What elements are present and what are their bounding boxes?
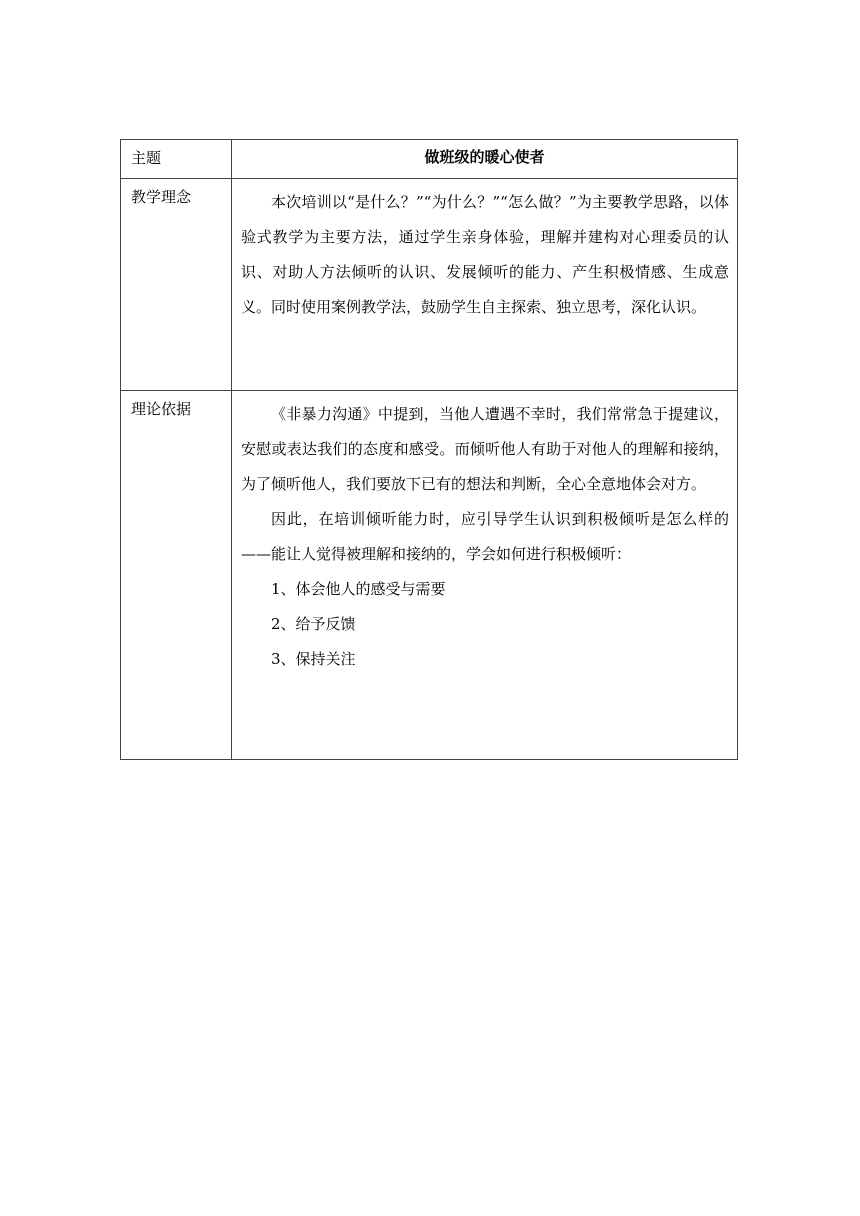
subject-title: 做班级的暖心使者 [232, 140, 738, 179]
teaching-concept-label: 教学理念 [121, 179, 232, 391]
lesson-plan-table [120, 139, 738, 760]
theoretical-basis-cell [232, 391, 738, 760]
teaching-concept-text: 本次培训以“是什么？”“为什么？”“怎么做？”为主要教学思路，以体验式教学为主要方法，通过学生亲身体验，理解并建构对心理委员的认识、对助人方法倾听的认识、发展倾听的能力、产生积极情感、生成意义。同时使用案例教学法，鼓励学生自主探索、独立思考，深化认识。 [241, 193, 729, 316]
subject-label: 主题 [121, 140, 232, 179]
basis-list-item: 1、体会他人的感受与需要 [271, 580, 446, 598]
basis-list-item: 2、给予反馈 [271, 615, 356, 633]
basis-paragraph: 因此，在培训倾听能力时，应引导学生认识到积极倾听是怎么样的——能让人觉得被理解和接纳的，学会如何进行积极倾听： [241, 510, 729, 563]
basis-list-item: 3、保持关注 [271, 650, 356, 668]
subject-row [121, 140, 738, 179]
basis-paragraph: 《非暴力沟通》中提到，当他人遭遇不幸时，我们常常急于提建议，安慰或表达我们的态度和感受。而倾听他人有助于对他人的理解和接纳，为了倾听他人，我们要放下已有的想法和判断，全心全意地体会对方。 [241, 405, 729, 493]
theoretical-basis-row [121, 391, 738, 760]
teaching-concept-cell [232, 179, 738, 391]
theoretical-basis-label: 理论依据 [121, 391, 232, 760]
teaching-concept-row [121, 179, 738, 391]
